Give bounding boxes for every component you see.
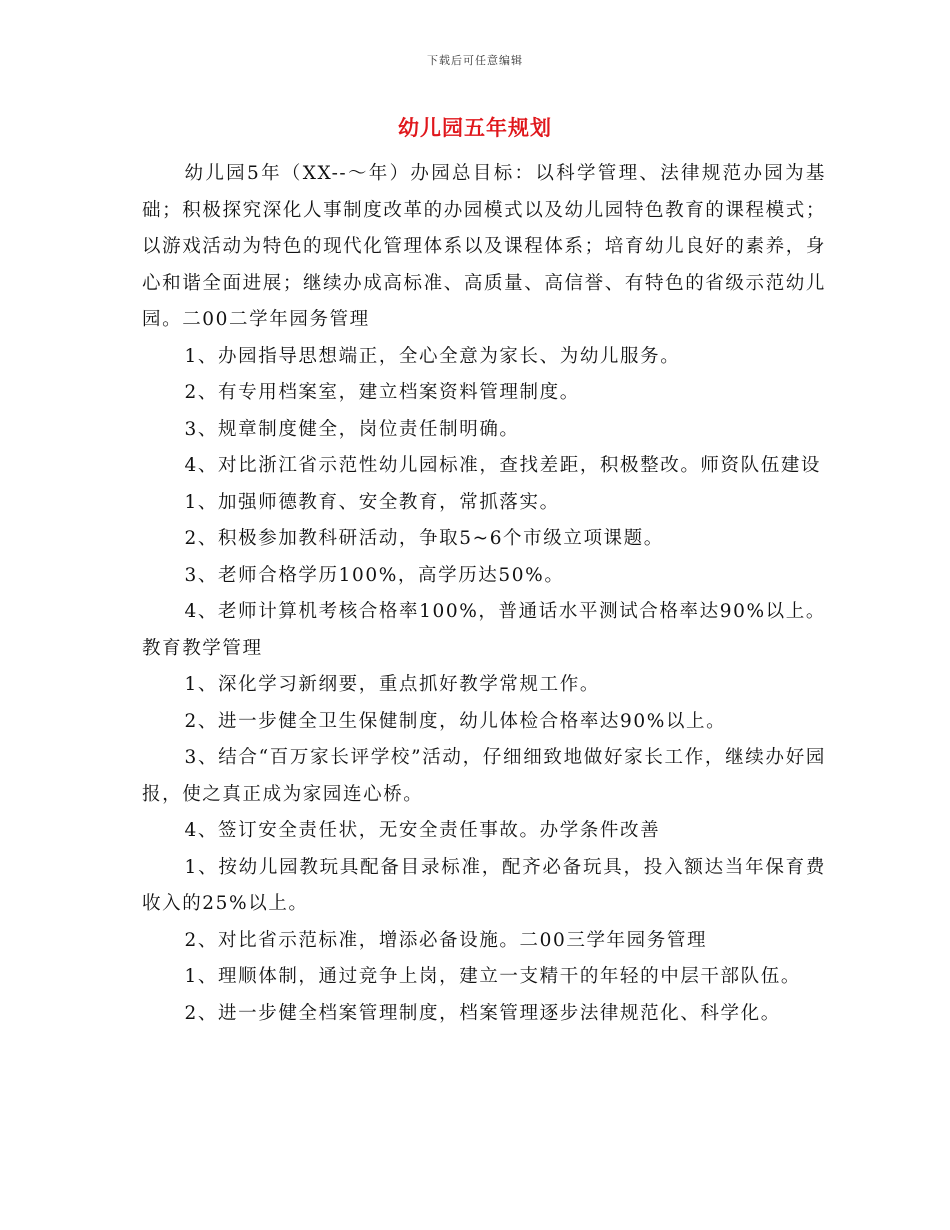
paragraph: 3、结合“百万家长评学校”活动，仔细细致地做好家长工作，继续办好园报，使之真正成为家园连心桥。 [142, 747, 826, 805]
paragraph: 幼儿园5年（XX--～年）办园总目标：以科学管理、法律规范办园为基础；积极探究深化人事制度改革的办园模式以及幼儿园特色教育的课程模式；以游戏活动为特色的现代化管理体系以及课程体系；培育幼儿良好的素养，身心和谐全面进展；继续办成高标准、高质量、高信誉、有特色的省级示范幼儿园。二00二学年园务管理 [142, 163, 826, 330]
paragraph: 2、对比省示范标准，增添必备设施。二00三学年园务管理 [184, 929, 708, 951]
document-title: 幼儿园五年规划 [398, 115, 552, 140]
paragraph: 4、签订安全责任状，无安全责任事故。办学条件改善 [184, 820, 661, 841]
paragraph: 1、按幼儿园教玩具配备目录标准，配齐必备玩具，投入额达当年保育费收入的25%以上。 [142, 856, 826, 914]
paragraph: 2、有专用档案室，建立档案资料管理制度。 [184, 382, 580, 403]
paragraph: 2、积极参加教科研活动，争取5~6个市级立项课题。 [184, 528, 664, 549]
paragraph: 2、进一步健全档案管理制度，档案管理逐步法律规范化、科学化。 [184, 1002, 781, 1024]
header-note: 下载后可任意编辑 [427, 54, 523, 67]
paragraph: 3、老师合格学历100%，高学历达50%。 [184, 564, 565, 586]
document-body [142, 156, 826, 1032]
paragraph: 1、办园指导思想端正，全心全意为家长、为幼儿服务。 [184, 345, 681, 367]
paragraph: 1、深化学习新纲要，重点抓好教学常规工作。 [184, 674, 600, 695]
paragraph: 3、规章制度健全，岗位责任制明确。 [184, 418, 520, 440]
paragraph: 1、加强师德教育、安全教育，常抓落实。 [184, 491, 560, 513]
paragraph: 4、对比浙江省示范性幼儿园标准，查找差距，积极整改。师资队伍建设 [184, 455, 822, 476]
paragraph: 2、进一步健全卫生保健制度，幼儿体检合格率达90%以上。 [184, 710, 727, 732]
paragraph: 1、理顺体制，通过竞争上岗，建立一支精干的年轻的中层干部队伍。 [184, 966, 801, 987]
paragraph: 4、老师计算机考核合格率100%，普通话水平测试合格率达90%以上。教育教学管理 [142, 601, 826, 659]
